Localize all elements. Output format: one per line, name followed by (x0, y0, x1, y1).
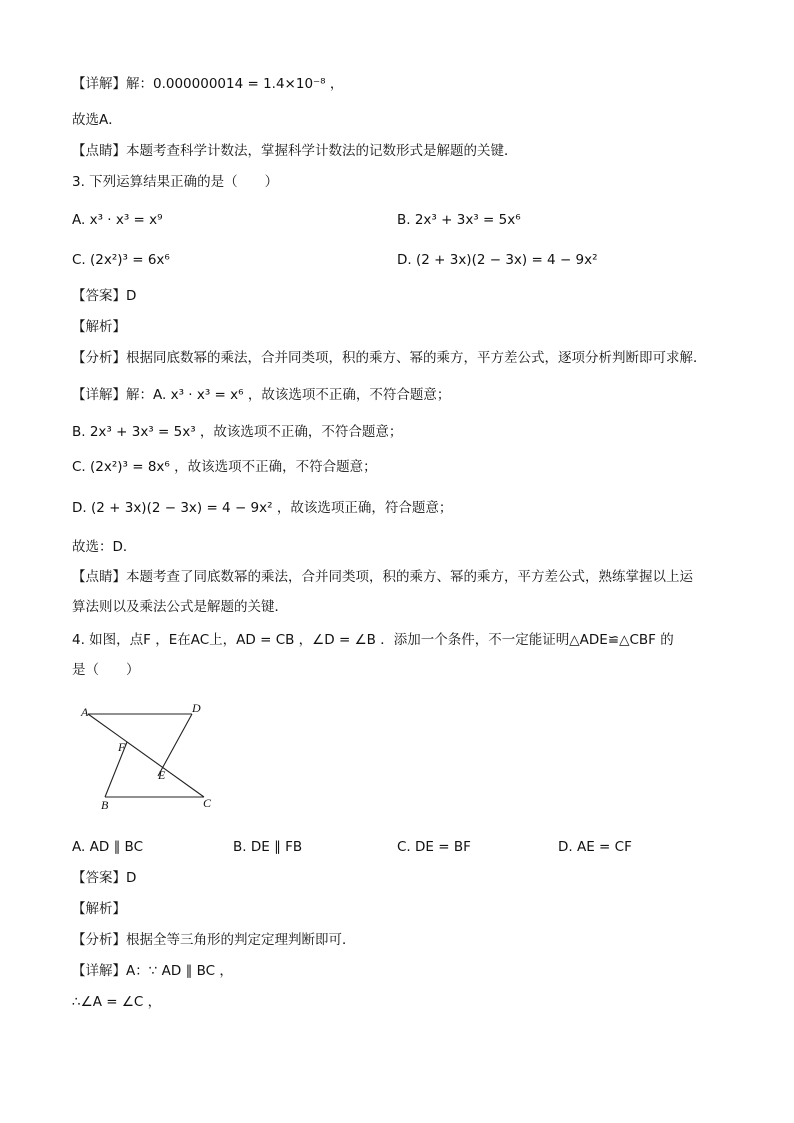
q3-stem: 3. 下列运算结果正确的是（ ） (72, 174, 279, 190)
label-b: B (101, 798, 109, 812)
q3-comment-2: 算法则以及乘法公式是解题的关键． (72, 599, 288, 615)
q3-detail-b: B. 2x³ + 3x³ = 5x³ ，故该选项不正确，不符合题意； (72, 424, 403, 440)
q3-comment-1: 【点睛】本题考查了同底数幂的乘法，合并同类项，积的乘方、幂的乘方，平方差公式，熟练掌握以上运 (72, 569, 693, 585)
q4-option-d: D. AE = CF (558, 839, 632, 855)
q4-detail-1: 【详解】A：∵ AD ∥ BC ， (72, 963, 233, 979)
label-f: F (118, 740, 126, 754)
label-c: C (203, 796, 212, 810)
q3-choose: 故选：D． (72, 539, 137, 555)
q2-comment-line: 【点睛】本题考查科学计数法，掌握科学计数法的记数形式是解题的关键． (72, 143, 518, 159)
q3-detail-c: C. (2x²)³ = 8x⁶ ，故该选项不正确，不符合题意； (72, 459, 377, 475)
label-a: A (81, 705, 89, 719)
q2-choose-line: 故选A． (72, 112, 122, 128)
q4-analysis-heading: 【解析】 (72, 901, 126, 917)
geometry-figure (72, 700, 222, 815)
label-e: E (158, 768, 166, 782)
q4-analysis: 【分析】根据全等三角形的判定定理判断即可． (72, 932, 356, 948)
q3-answer: 【答案】D (72, 288, 137, 304)
q3-option-b: B. 2x³ + 3x³ = 5x⁶ (397, 212, 521, 228)
q3-option-a: A. x³ · x³ = x⁹ (72, 212, 163, 228)
q4-option-b: B. DE ∥ FB (233, 839, 303, 855)
q4-stem-2: 是（ ） (72, 662, 140, 678)
q3-option-d: D. (2 + 3x)(2 − 3x) = 4 − 9x² (397, 252, 598, 268)
q3-detail-d: D. (2 + 3x)(2 − 3x) = 4 − 9x² ，故该选项正确，符合题意； (72, 500, 453, 516)
q4-answer: 【答案】D (72, 870, 137, 886)
q2-detail-line: 【详解】解：0.000000014 = 1.4×10⁻⁸ ， (72, 76, 344, 92)
q4-detail-2: ∴∠A = ∠C ， (72, 994, 162, 1010)
q3-analysis-heading: 【解析】 (72, 319, 126, 335)
q3-detail-a: 【详解】解：A. x³ · x³ = x⁶ ，故该选项不正确，不符合题意； (72, 387, 451, 403)
segment-de (158, 714, 192, 776)
q4-option-c: C. DE = BF (397, 839, 471, 855)
q3-option-c: C. (2x²)³ = 6x⁶ (72, 252, 170, 268)
label-d: D (192, 701, 201, 715)
q4-stem-1: 4. 如图，点F ，E在AC上，AD = CB ，∠D = ∠B ．添加一个条件，不一定能证明△ADE≌△CBF 的 (72, 632, 674, 648)
q3-analysis: 【分析】根据同底数幂的乘法，合并同类项，积的乘方、幂的乘方，平方差公式，逐项分析判断即可求解． (72, 350, 707, 366)
q4-option-a: A. AD ∥ BC (72, 839, 143, 855)
segment-ac (88, 714, 204, 797)
